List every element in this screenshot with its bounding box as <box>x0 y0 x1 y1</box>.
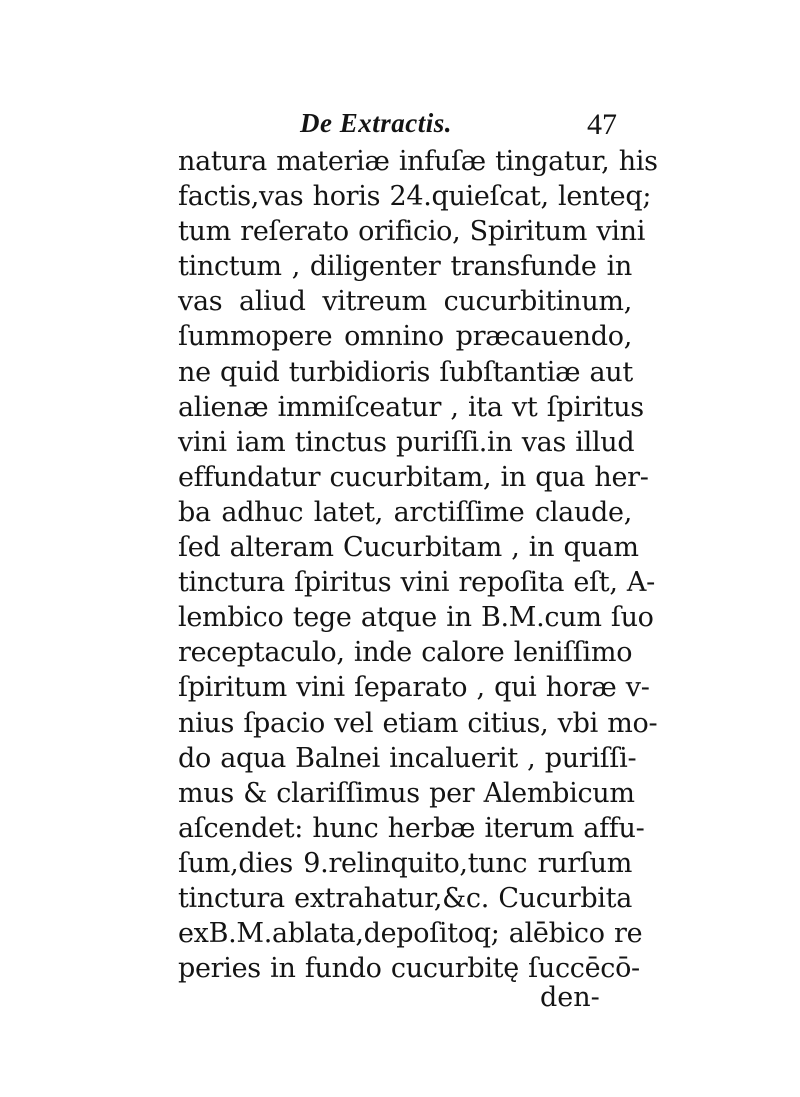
text-line: ſummopere omnino præcauendo, <box>178 321 632 353</box>
text-line: alienæ immiſceatur , ita vt ſpiritus <box>178 391 644 423</box>
text-line: do aqua Balnei incaluerit , puriſſi- <box>178 742 637 774</box>
text-line: tinctum , diligenter transfunde in <box>178 251 632 283</box>
text-line: ſum,dies 9.relinquito,tunc rurſum <box>178 847 632 879</box>
text-line: exB.M.ablata,depoſitoq; alēbico re <box>178 918 643 950</box>
text-line: natura materiæ infuſæ tingatur, his <box>178 146 658 177</box>
text-line: tum reſerato orificio, Spiritum vini <box>178 216 646 248</box>
text-line: aſcendet: hunc herbæ iterum affu- <box>178 812 645 844</box>
text-line: ba adhuc latet, arctiſſime claude, <box>178 496 632 528</box>
body-text <box>178 144 658 986</box>
text-line: mus & clariſſimus per Alembicum <box>178 777 635 809</box>
text-line: ſpiritum vini ſeparato , qui horæ v- <box>178 672 650 704</box>
text-line: nius ſpacio vel etiam citius, vbi mo- <box>178 707 658 739</box>
text-line: ne quid turbidioris ſubſtantiæ aut <box>178 356 633 388</box>
text-line: tinctura ſpiritus vini repoſita eſt, A- <box>178 567 655 599</box>
text-line: receptaculo, inde calore leniſſimo <box>178 637 633 669</box>
text-line: factis,vas horis 24.quieſcat, lenteq; <box>178 181 652 213</box>
text-line: lembico tege atque in B.M.cum ſuo <box>178 602 654 634</box>
running-head: De Extractis. <box>300 108 452 138</box>
text-line: vas aliud vitreum cucurbitinum, <box>178 286 632 318</box>
text-line: vini iam tinctus puriſſi.in vas illud <box>178 426 635 458</box>
text-line: effundatur cucurbitam, in qua her- <box>178 461 649 493</box>
catchword: den- <box>540 982 600 1013</box>
text-line: ſed alteram Cucurbitam , in quam <box>178 532 639 564</box>
text-line: tinctura extrahatur,&c. Cucurbita <box>178 882 632 914</box>
page-number: 47 <box>587 108 617 141</box>
text-line: peries in fundo cucurbitę ſuccēcō- <box>178 953 640 985</box>
